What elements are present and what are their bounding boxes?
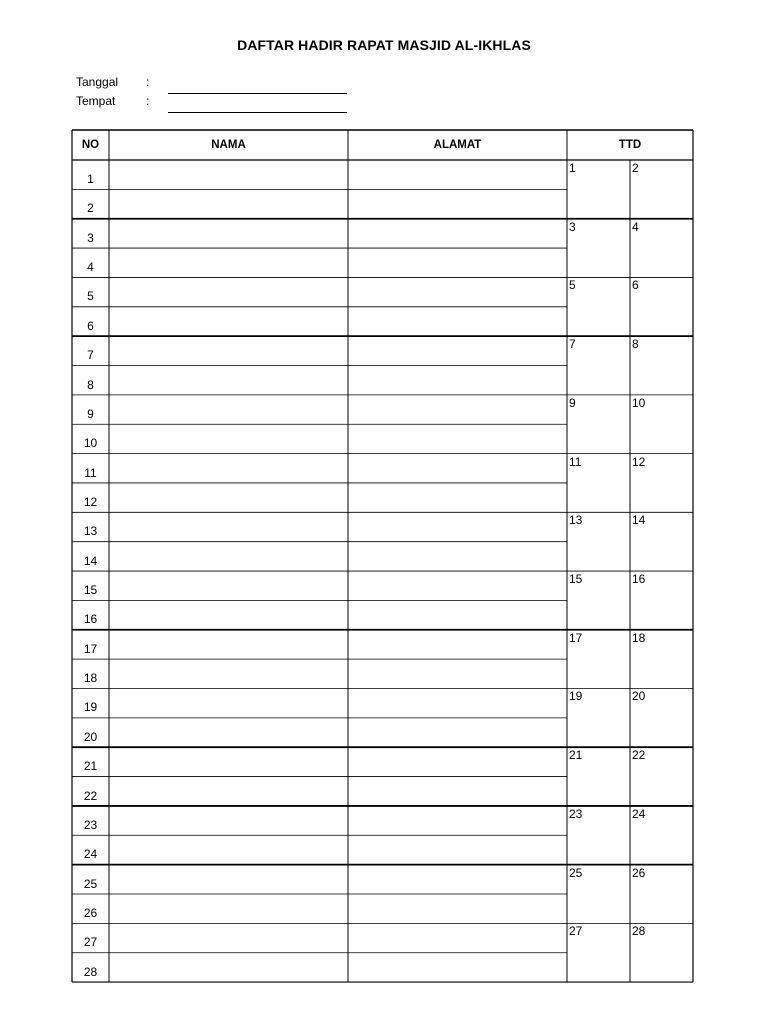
ttd-signature-box[interactable]: 12 (632, 454, 646, 469)
nama-cell[interactable] (110, 455, 347, 482)
alamat-cell[interactable] (349, 807, 566, 834)
alamat-cell[interactable] (349, 425, 566, 452)
nama-cell[interactable] (110, 807, 347, 834)
nama-cell[interactable] (110, 396, 347, 423)
row-number: 8 (87, 377, 94, 392)
row-number: 26 (83, 906, 98, 920)
alamat-cell[interactable] (349, 836, 566, 863)
tempat-colon: : (146, 94, 150, 108)
alamat-cell[interactable] (349, 190, 566, 217)
ttd-signature-box[interactable]: 10 (632, 395, 646, 410)
alamat-cell[interactable] (349, 367, 566, 394)
ttd-signature-box[interactable]: 13 (569, 513, 583, 528)
row-number: 4 (87, 260, 94, 275)
ttd-signature-box[interactable]: 24 (632, 806, 646, 821)
row-number: 19 (83, 700, 98, 715)
nama-cell[interactable] (110, 748, 347, 775)
ttd-signature-box[interactable]: 26 (632, 865, 646, 880)
tanggal-label: Tanggal (76, 75, 119, 89)
row-number: 5 (87, 289, 94, 304)
alamat-cell[interactable] (349, 220, 566, 247)
nama-cell[interactable] (110, 924, 347, 951)
ttd-signature-box[interactable]: 2 (632, 161, 639, 175)
tanggal-field[interactable] (168, 93, 347, 94)
nama-cell[interactable] (110, 249, 347, 276)
nama-cell[interactable] (110, 660, 347, 687)
alamat-cell[interactable] (349, 719, 566, 746)
row-number: 15 (83, 583, 98, 598)
alamat-cell[interactable] (349, 513, 566, 540)
row-number: 14 (83, 553, 98, 568)
alamat-cell[interactable] (349, 924, 566, 951)
nama-cell[interactable] (110, 308, 347, 335)
nama-cell[interactable] (110, 895, 347, 922)
row-number: 20 (83, 729, 98, 744)
ttd-signature-box[interactable]: 6 (632, 278, 639, 293)
row-number: 24 (83, 847, 98, 862)
nama-cell[interactable] (110, 484, 347, 511)
alamat-cell[interactable] (349, 689, 566, 716)
tempat-label: Tempat (76, 94, 116, 108)
nama-cell[interactable] (110, 778, 347, 805)
alamat-cell[interactable] (349, 337, 566, 364)
ttd-signature-box[interactable]: 1 (569, 161, 576, 175)
row-number: 22 (83, 788, 98, 803)
ttd-signature-box[interactable]: 25 (569, 865, 583, 880)
nama-cell[interactable] (110, 572, 347, 599)
alamat-cell[interactable] (349, 748, 566, 775)
alamat-cell[interactable] (349, 308, 566, 335)
alamat-cell[interactable] (349, 249, 566, 276)
alamat-cell[interactable] (349, 572, 566, 599)
nama-cell[interactable] (110, 631, 347, 658)
ttd-signature-box[interactable]: 17 (569, 630, 583, 645)
alamat-cell[interactable] (349, 895, 566, 922)
row-number: 6 (87, 318, 94, 333)
alamat-cell[interactable] (349, 278, 566, 305)
row-number: 25 (83, 876, 98, 891)
alamat-cell[interactable] (349, 543, 566, 570)
row-number: 27 (83, 935, 98, 950)
tanggal-colon: : (146, 75, 150, 89)
nama-cell[interactable] (110, 161, 347, 188)
ttd-signature-box[interactable]: 16 (632, 572, 646, 587)
ttd-signature-box[interactable]: 18 (632, 630, 646, 645)
nama-cell[interactable] (110, 513, 347, 540)
row-number: 11 (84, 465, 97, 480)
row-number: 17 (83, 641, 98, 656)
ttd-signature-box[interactable]: 9 (569, 395, 576, 410)
row-number: 16 (83, 612, 98, 627)
ttd-signature-box[interactable]: 3 (569, 219, 576, 234)
ttd-signature-box[interactable]: 27 (569, 924, 583, 939)
row-number: 23 (83, 817, 98, 832)
ttd-signature-box[interactable]: 22 (632, 748, 646, 763)
ttd-signature-box[interactable]: 14 (632, 513, 646, 528)
alamat-cell[interactable] (349, 954, 566, 981)
page-title: DAFTAR HADIR RAPAT MASJID AL-IKHLAS (237, 37, 531, 53)
row-number: 9 (87, 406, 94, 421)
nama-cell[interactable] (110, 190, 347, 217)
ttd-signature-box[interactable]: 19 (569, 689, 583, 704)
ttd-signature-box[interactable]: 4 (632, 219, 639, 234)
alamat-cell[interactable] (349, 601, 566, 628)
ttd-signature-box[interactable]: 11 (569, 454, 582, 469)
ttd-signature-box[interactable]: 8 (632, 337, 639, 352)
row-number: 10 (83, 436, 98, 451)
alamat-cell[interactable] (349, 455, 566, 482)
header-ttd: TTD (618, 139, 642, 151)
ttd-signature-box[interactable]: 28 (632, 924, 646, 939)
row-number: 7 (87, 348, 94, 363)
ttd-signature-box[interactable]: 20 (632, 689, 646, 704)
nama-cell[interactable] (110, 425, 347, 452)
row-number: 13 (83, 524, 98, 539)
header-alamat: ALAMAT (433, 139, 482, 151)
ttd-signature-box[interactable]: 21 (569, 748, 583, 763)
nama-cell[interactable] (110, 220, 347, 247)
ttd-signature-box[interactable]: 5 (569, 278, 576, 293)
row-number: 3 (87, 230, 94, 245)
alamat-cell[interactable] (349, 161, 566, 188)
alamat-cell[interactable] (349, 660, 566, 687)
ttd-signature-box[interactable]: 15 (569, 572, 583, 587)
alamat-cell[interactable] (349, 778, 566, 805)
row-number: 18 (83, 671, 98, 686)
row-number: 21 (83, 759, 98, 774)
tempat-field[interactable] (168, 112, 347, 113)
nama-cell[interactable] (110, 543, 347, 570)
alamat-cell[interactable] (349, 484, 566, 511)
nama-cell[interactable] (110, 719, 347, 746)
row-number: 1 (87, 172, 94, 186)
ttd-signature-box[interactable]: 23 (569, 806, 583, 821)
row-number: 28 (83, 964, 98, 979)
nama-cell[interactable] (110, 278, 347, 305)
alamat-cell[interactable] (349, 866, 566, 893)
nama-cell[interactable] (110, 954, 347, 981)
row-number: 12 (83, 494, 98, 509)
nama-cell[interactable] (110, 866, 347, 893)
alamat-cell[interactable] (349, 396, 566, 423)
nama-cell[interactable] (110, 601, 347, 628)
header-no: NO (81, 139, 100, 151)
ttd-signature-box[interactable]: 7 (569, 337, 576, 352)
header-nama: NAMA (211, 139, 246, 151)
alamat-cell[interactable] (349, 631, 566, 658)
nama-cell[interactable] (110, 689, 347, 716)
nama-cell[interactable] (110, 337, 347, 364)
nama-cell[interactable] (110, 836, 347, 863)
nama-cell[interactable] (110, 367, 347, 394)
row-number: 2 (87, 201, 94, 216)
